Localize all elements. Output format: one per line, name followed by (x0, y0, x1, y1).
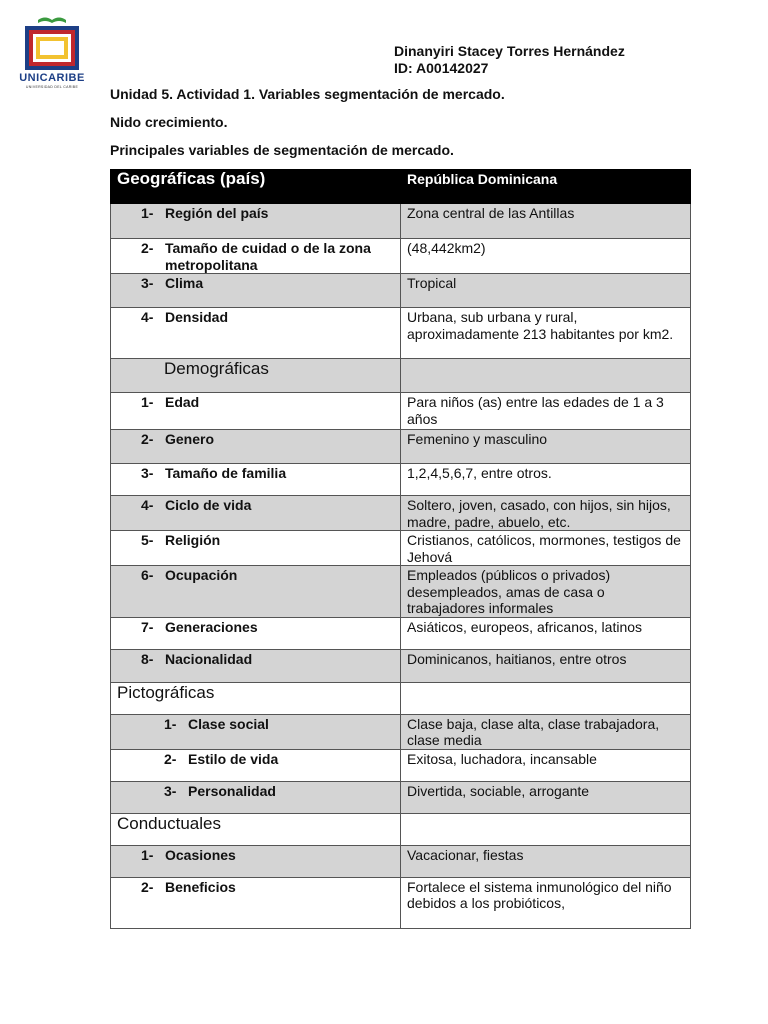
row-value: Femenino y masculino (401, 430, 691, 464)
row-label: Religión (165, 532, 221, 548)
row-value: Dominicanos, haitianos, entre otros (401, 649, 691, 682)
row-value: Clase baja, clase alta, clase trabajadora, clase media (401, 714, 691, 749)
section-title-behavioral: Conductuales (111, 813, 401, 845)
section-row-pictographic (111, 682, 691, 714)
row-value: Empleados (públicos o privados) desempleados, amas de casa o trabajadores informales (401, 566, 691, 618)
table-row: 2- Tamaño de cuidad o de la zona metropolitana (48,442km2) (111, 239, 691, 274)
author-block (394, 43, 625, 77)
table-row: 2- Estilo de vida Exitosa, luchadora, incansable (111, 749, 691, 781)
table-row: 3- Clima Tropical (111, 274, 691, 308)
table-row: 6- Ocupación Empleados (públicos o privados) desempleados, amas de casa o trabajadores informales (111, 566, 691, 618)
table-row: 2- Genero Femenino y masculino (111, 430, 691, 464)
row-value: Cristianos, católicos, mormones, testigos de Jehová (401, 531, 691, 566)
row-label: Tamaño de cuidad o de la zona metropolitana (165, 240, 371, 273)
author-name: Dinanyiri Stacey Torres Hernández (394, 43, 625, 59)
row-value: 1,2,4,5,6,7, entre otros. (401, 464, 691, 496)
row-value: Fortalece el sistema inmunológico del niño debidos a los probióticos, (401, 877, 691, 928)
table-row: 1- Clase social Clase baja, clase alta, clase trabajadora, clase media (111, 714, 691, 749)
row-label: Personalidad (188, 782, 276, 799)
row-value: Para niños (as) entre las edades de 1 a 3 años (401, 393, 691, 430)
segmentation-table (110, 169, 691, 929)
row-value: Exitosa, luchadora, incansable (401, 749, 691, 781)
row-label: Generaciones (165, 618, 258, 635)
row-label: Clima (165, 275, 204, 291)
row-label: Densidad (165, 309, 229, 325)
section-row-demographic (111, 359, 691, 393)
row-value: Zona central de las Antillas (401, 204, 691, 239)
table-row: 8- Nacionalidad Dominicanos, haitianos, entre otros (111, 649, 691, 682)
table-row: 4- Ciclo de vida Soltero, joven, casado, con hijos, sin hijos, madre, padre, abuelo, etc. (111, 496, 691, 531)
table-row: 2- Beneficios Fortalece el sistema inmunológico del niño debidos a los probióticos, (111, 877, 691, 928)
row-label: Ciclo de vida (165, 497, 252, 513)
row-label: Ocupación (165, 567, 238, 583)
header-country: República Dominicana (401, 170, 691, 204)
row-value: Divertida, sociable, arrogante (401, 781, 691, 813)
table-row: 1- Edad Para niños (as) entre las edades de 1 a 3 años (111, 393, 691, 430)
row-label: Tamaño de familia (165, 465, 287, 481)
section-title-demographic: Demográficas (111, 359, 401, 393)
table-row: 1- Ocasiones Vacacionar, fiestas (111, 845, 691, 877)
table-row: 1- Región del país Zona central de las Antillas (111, 204, 691, 239)
section-title-pictographic: Pictográficas (111, 682, 401, 714)
table-row: 7- Generaciones Asiáticos, europeos, africanos, latinos (111, 617, 691, 649)
row-value: Soltero, joven, casado, con hijos, sin hijos, madre, padre, abuelo, etc. (401, 496, 691, 531)
row-label: Genero (165, 431, 215, 447)
row-value: Asiáticos, europeos, africanos, latinos (401, 617, 691, 649)
row-value: (48,442km2) (401, 239, 691, 274)
section-row-behavioral (111, 813, 691, 845)
row-label: Nacionalidad (165, 650, 253, 667)
row-label: Ocasiones (165, 846, 236, 863)
header-geographic: Geográficas (país) (111, 170, 401, 204)
table-row: 3- Personalidad Divertida, sociable, arrogante (111, 781, 691, 813)
row-value: Urbana, sub urbana y rural, aproximadamente 213 habitantes por km2. (401, 308, 691, 359)
table-row: 4- Densidad Urbana, sub urbana y rural, aproximadamente 213 habitantes por km2. (111, 308, 691, 359)
row-label: Edad (165, 394, 200, 410)
author-id: ID: A00142027 (394, 60, 489, 76)
table-row: 5- Religión Cristianos, católicos, mormones, testigos de Jehová (111, 531, 691, 566)
table-row: 3- Tamaño de familia 1,2,4,5,6,7, entre otros. (111, 464, 691, 496)
product-name: Nido crecimiento. (110, 114, 228, 130)
row-label: Beneficios (165, 878, 236, 895)
logo-emblem-icon (10, 14, 94, 72)
table-caption: Principales variables de segmentación de mercado. (110, 142, 454, 158)
table-header-row (111, 170, 691, 204)
logo-wordmark: UNICARIBE (19, 72, 85, 84)
row-value: Tropical (401, 274, 691, 308)
unicaribe-logo (10, 14, 94, 88)
row-label: Clase social (188, 715, 269, 732)
row-label: Estilo de vida (188, 750, 279, 767)
row-value: Vacacionar, fiestas (401, 845, 691, 877)
row-label: Región del país (165, 205, 269, 221)
activity-title: Unidad 5. Actividad 1. Variables segmentación de mercado. (110, 86, 505, 102)
logo-subtext: UNIVERSIDAD DEL CARIBE (25, 85, 79, 89)
